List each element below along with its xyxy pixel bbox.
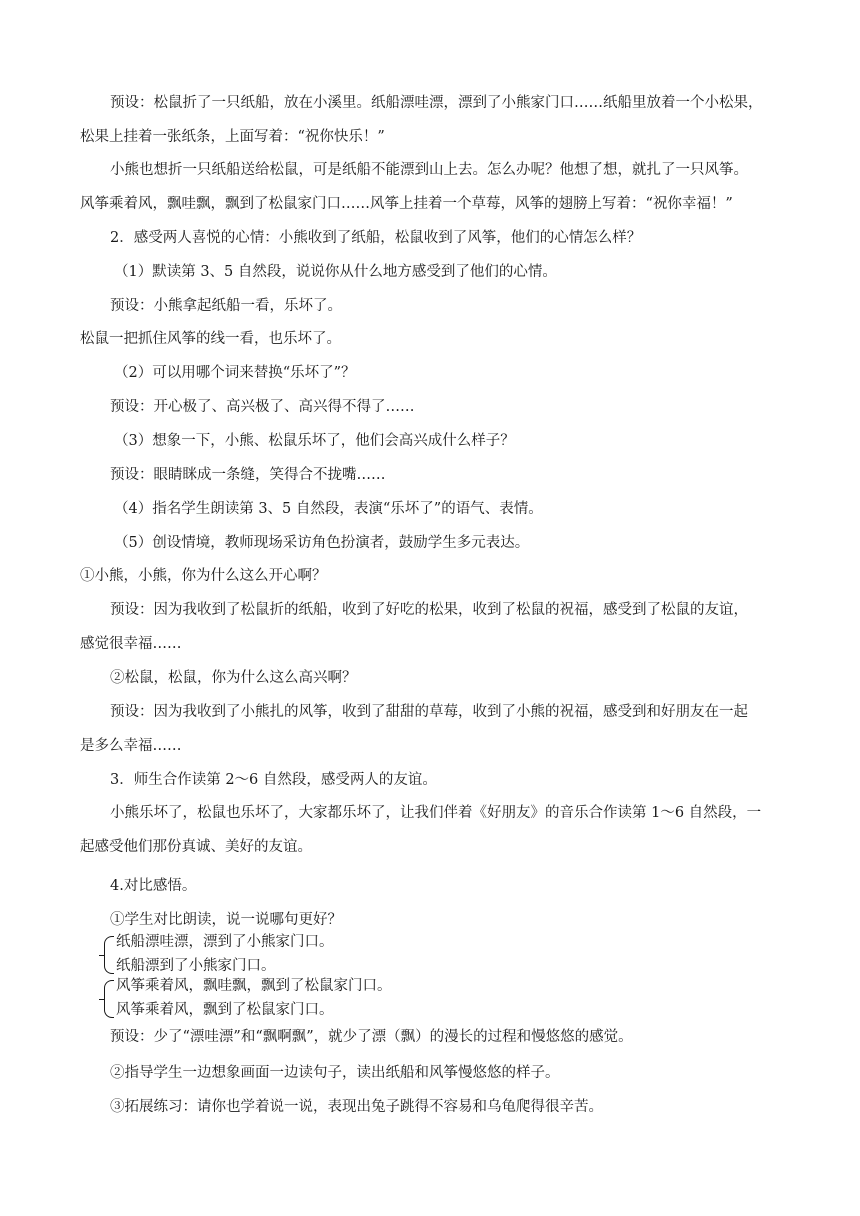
section-heading: 2．感受两人喜悦的心情：小熊收到了纸船，松鼠收到了风筝，他们的心情怎么样？ — [110, 230, 642, 246]
paragraph-line: （1）默读第 3、5 自然段，说说你从什么地方感受到了他们的心情。 — [114, 264, 557, 280]
comparison-brace — [104, 936, 114, 974]
comparison-sentence: 纸船漂到了小熊家门口。 — [116, 958, 276, 974]
paragraph-line: 预设：因为我收到了松鼠折的纸船，收到了好吃的松果，收到了松鼠的祝福，感受到了松鼠的友谊， — [110, 602, 748, 618]
paragraph-line: 起感受他们那份真诚、美好的友谊。 — [80, 839, 312, 855]
section-heading: 3．师生合作读第 2～6 自然段，感受两人的友谊。 — [110, 772, 437, 788]
comparison-sentence: 风筝乘着风，飘哇飘，飘到了松鼠家门口。 — [116, 978, 392, 994]
paragraph-line: 预设：少了“漂哇漂”和“飘啊飘”，就少了漂（飘）的漫长的过程和慢悠悠的感觉。 — [110, 1029, 633, 1045]
paragraph-line: 风筝乘着风，飘哇飘，飘到了松鼠家门口……风筝上挂着一个草莓，风筝的翅膀上写着：“祝你幸福！” — [80, 196, 733, 212]
paragraph-line: 预设：眼睛眯成一条缝，笑得合不拢嘴…… — [110, 467, 386, 483]
paragraph-line: ①学生对比朗读，说一说哪句更好？ — [110, 912, 342, 928]
paragraph-line: 预设：开心极了、高兴极了、高兴得不得了…… — [110, 399, 415, 415]
paragraph-line: 松鼠一把抓住风筝的线一看，也乐坏了。 — [80, 331, 341, 347]
comparison-sentence: 纸船漂哇漂，漂到了小熊家门口。 — [116, 934, 334, 950]
section-heading: 4.对比感悟。 — [110, 878, 197, 894]
paragraph-line: 预设：因为我收到了小熊扎的风筝，收到了甜甜的草莓，收到了小熊的祝福，感受到和好朋友在一起 — [110, 704, 748, 720]
paragraph-line: （2）可以用哪个词来替换“乐坏了”？ — [114, 365, 356, 381]
paragraph-line: （3）想象一下，小熊、松鼠乐坏了，他们会高兴成什么样子？ — [114, 433, 515, 449]
paragraph-line: ②指导学生一边想象画面一边读句子，读出纸船和风筝慢悠悠的样子。 — [110, 1065, 560, 1081]
paragraph-line: ③拓展练习：请你也学着说一说，表现出兔子跳得不容易和乌龟爬得很辛苦。 — [110, 1099, 603, 1115]
paragraph-line: 小熊乐坏了，松鼠也乐坏了，大家都乐坏了，让我们伴着《好朋友》的音乐合作读第 1～6 自然段，一 — [110, 805, 762, 821]
paragraph-line: 松果上挂着一张纸条，上面写着：“祝你快乐！” — [80, 129, 385, 145]
comparison-brace — [104, 980, 114, 1018]
paragraph-line: 预设：小熊拿起纸船一看，乐坏了。 — [110, 298, 342, 314]
paragraph-line: （4）指名学生朗读第 3、5 自然段，表演“乐坏了”的语气、表情。 — [114, 501, 543, 517]
paragraph-line: ②松鼠，松鼠，你为什么这么高兴啊？ — [110, 670, 357, 686]
paragraph-line: ①小熊，小熊，你为什么这么开心啊？ — [80, 568, 327, 584]
paragraph-line: 感觉很幸福…… — [80, 636, 182, 652]
paragraph-line: 小熊也想折一只纸船送给松鼠，可是纸船不能漂到山上去。怎么办呢？他想了想，就扎了一只风筝。 — [110, 162, 748, 178]
comparison-sentence: 风筝乘着风，飘到了松鼠家门口。 — [116, 1002, 334, 1018]
paragraph-line: 预设：松鼠折了一只纸船，放在小溪里。纸船漂哇漂，漂到了小熊家门口……纸船里放着一个小松果， — [110, 95, 763, 111]
paragraph-line: 是多么幸福…… — [80, 738, 182, 754]
paragraph-line: （5）创设情境，教师现场采访角色扮演者，鼓励学生多元表达。 — [114, 535, 530, 551]
